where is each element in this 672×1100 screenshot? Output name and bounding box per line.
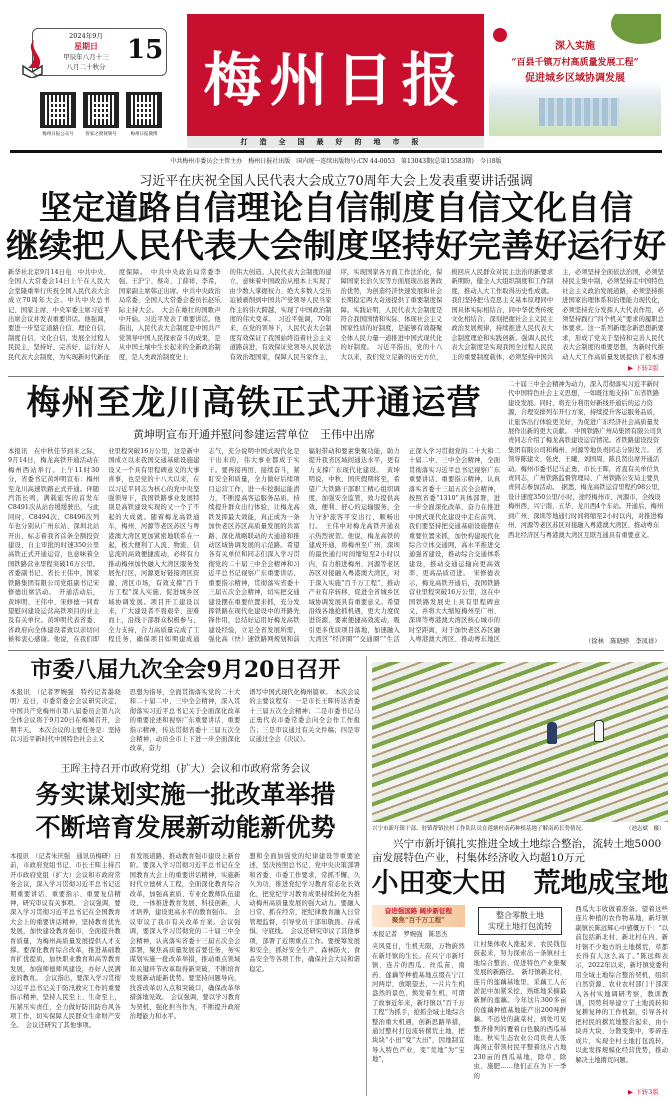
feature-body — [372, 905, 668, 1085]
banner-line-1: 奋进强国路 阔步新征程 — [384, 907, 452, 915]
day-number: 15 — [127, 35, 164, 65]
feature-subheading — [478, 907, 563, 935]
feature-headline[interactable]: 小田变大田 荒地成宝地 — [371, 868, 669, 899]
continued-label: 下转3版 — [635, 1088, 659, 1096]
govt-column: 本报讯 （记者朱庆强 通讯员梅研）日前，市政府党组书记、市长王晖主持召开市政府党组（扩大）会议和市政府常务会议，深入学习贯彻习近平总书记近期重要讲话、重要指示、重要复信精神，研究审议有关事项。 会议强调，要深入学习贯彻习近平总书记在全国教育大会上的重要讲话精神，坚持教育优先发展，加快建设教育强市，全面提升教育质量，为梅州高质量发展提供人才支撑。要深化教育综合改革，推进基础教育扩优提质，加快职业教育和高等教育发展，加强师德师风建设，办好人民满意的教育。 会议指出，要深入学习贯彻习近平总书记关于防汛救灾工作的重要指示精神，坚持人民至上、生命至上，压紧压实责任，全力做好防汛防台风各项工作，切实保障人民群众生命财产安全。 会议还研究了其他事项。 — [10, 853, 121, 1030]
feature-column: 让村集体收入涨起来、农民钱包鼓起来，努力探索出一条镇村土地综合整治、促进特色产业集聚发展的新路径。 新圩镇新北村，连片的莲藕基地里，采藕工人在淤泥中加紧采挖，熟练地采摘最新鲜的莲藕。今年这片300多亩的莲藕种植基地能产出200吨鲜藕。不远处的蔬菜村，到处可见整齐排列的覆着白色膜的西瓜基地。秋实生态农业公司负责人张海剑正带领村民平整着这片占地230亩的西瓜基地，除草、除虫、施肥……他们正在为下一季的 — [473, 941, 567, 1080]
feature-column: 夹风夏日，生机无限，万物蔚然在新圩镇的生长。在兴宁市新圩镇，连片的西瓜、丝瓜苗、南药、莲藕等种植基地点缀在宁江河两岸，放眼望去，一片片生机盎然的景色，焕发着生机，可谓了故事近年来，新圩镇以“百千万工程”为抓手，抢抓全域土地综合整治重大机遇，创新思路举措，通过整村打包流转撂荒土地，把块块“小田”变“大田”，因地制宜导入特色产业，变“荒地”为“宝地”， — [372, 943, 465, 1064]
lead-column: 度保障。 中共中央政治局常委李强、王沪宁、蔡奇、丁薛祥、李希，国家副主席韩正出席。中共中央政治局常委、全国人大常委会委员长赵乐际主持大会。 大会在雄壮的国歌声中开始。习近平发表了重要讲话。他指出，人民代表大会制度是中国共产党领导中国人民探索奋斗的成果，是从中国土壤中生长起来的全新政治制度，是人类政治制度史上 — [118, 269, 221, 361]
plenum-column: 谱写中国式现代化梅州篇章。 本次会议的主要议程有：一是市长王晖传达省委十三届五次全会精神；二是市委书记马正勇代表市委常委会向全会作工作报告；三是审议通过有关文件稿；四是审议通过全会《决议》。 — [249, 689, 361, 744]
feature-byline: 本报记者 罗婉强 陈思杰 — [372, 931, 448, 938]
railway-subhead: 黄坤明宣布开通并慰问参建运营单位 王伟中出席 — [133, 428, 375, 441]
railway-column: 辐射带动和要素集聚功能，助力提升我省区域间通达水平，更有力支撑广东现代化建设。 黄坤明说，中秋、国庆假期将至，希望广大铁路干部职工精心组织调度，加强安全监管，致力提供高效、便利、舒心的运输服务，全力守护旅客平安出行、顺畅出行。 王伟中对梅龙高铁开通表示热烈祝贺。他说，梅龙高铁的建成开通，将梅州至广州、深圳的最快通行时间缩短至2小时以内，有力推进梅州、河源等老区苏区对接融入粤港澳大湾区，对于深入实施“百千万工程”、推动产业有序转移、促进全省城乡区域协调发展具有重要意义。希望沿线各地抢抓机遇，更大力度促进资源、要素便捷高效流动，吸引更多优质项目落地，加速融入大湾区“经济圈”“交通圈”“生活 — [308, 448, 400, 644]
railway-body — [8, 447, 500, 645]
qr-label-3: 梅州日报微博 — [130, 132, 158, 137]
lead-kicker: 习近平在庆祝全国人民代表大会成立70周年大会上发表重要讲话强调 — [139, 174, 533, 189]
lead-body — [8, 268, 664, 362]
plenum-column: 思想为指导，全面贯彻落实党的二十大和二十届二中、三中全会精神，深入贯彻落实习近平总书记关于全面深化改革的重要论述和视察广东重要讲话、重要指示精神，传达贯彻省委十三届五次全会精神，动员全市上下进一步全面深化改革，奋力 — [129, 689, 241, 753]
lead-headline-1[interactable]: 坚定道路自信理论自信制度自信文化自信 — [39, 188, 633, 227]
photo-caption: 兴宁市新圩镇干部、驻镇帮镇扶村工作队队员在莲塘村南药种植基地了解南药长势情况。 — [372, 826, 587, 832]
year-month: 2024年9月 — [69, 32, 103, 40]
subheading-line-1: 整合零散土地 — [496, 911, 544, 920]
railway-column: 正深入学习贯彻党的二十大和二十届二中、三中全会精神，全面贯彻落实习近平总书记视察广东重要讲话、重要指示精神，认真落实省委十三届五次全会精神，按照省委“1310”具体部署，进一步全面深化改革，奋力在推进中国式现代化建设中走在前列。我们要坚持把交通基础设施摆在重要位置来抓，加快构建现代化综合立体交通网，高水平推进交通强省建设，推动综合交通体系建设，推动交通运输向更高效率、更高品质迈进。 宋修德表示，梅龙高铁开通后，我国铁路营业里程突破16万公里，这在中国铁路发展史上具有里程碑意义，并将大大缩短梅州至广州、深圳等粤港澳大湾区核心城市的时空距离，对于加快老区苏区融入粤港澳大湾区、推动粤东地区 — [408, 448, 501, 644]
newspaper-logo-icon — [20, 38, 46, 78]
railway-column: 业里程突破16万公里，这是新中国成立以来我国交通基础设施建设又一个具有里程碑意义的大事喜事，也是党的十八大以来，在以习近平同志为核心的党中央坚强领导下，我国铁路事业发展特别是高铁建设实现的又一个了不起的大成就。随着梅龙高铁通车，梅州、河源等老区苏区与粤港澳大湾区更加紧密地联系在一起，极大便利了人流、物流、信息流的高效便捷流动，必将有力推动梅州加快融入大湾区服务发展先行区，河源更好链接湾区资源、湾区市场，有效支撑“百千万工程”深入实施、促进城乡区域协调发展。项目开工建设以来，广大建设者不畏艰辛、迎难而上，沿线干部群众积极参与、全力支持，合力高质量完成了工程任务，确保项目如期建成通 — [108, 448, 200, 644]
column-divider — [366, 656, 367, 1096]
qr-code-3[interactable] — [126, 92, 162, 128]
subheading-line-2: 实现土地打包流转 — [488, 922, 552, 931]
lead-column: 的伟大创造。人民代表大会制度的建立，意味着中国政治从根本上实现了由少数人掌握权力、绝大多数人受压迫被剥削到中国共产党领导人民当家作主的伟大跨越，实现了中国政治制度的伟大变革。 习近平强调，70年来，在党的领导下，人民代表大会制度有效保证了我国始终沿着社会主义道路前进，有效保证党领导人民依法有效治理国家，保障人民当家作主， — [229, 269, 332, 361]
ad-line-3: 促进城乡区域协调发展 — [525, 73, 625, 84]
lead-column: 主，必须坚持全面依法治国，必须坚持民主集中制，必须坚持走中国特色社会主义政治发展道路，必须坚持推进国家治理体系和治理能力现代化，必须坚持充分发挥人大代表作用，必须坚持践行“四个机关”要求的履职总体要求。这一系列新理念新思想新要求，形成了党关于坚持和完善人民代表大会制度的重要思想，为新时代推动人大工作高质量发展提供了根本遵 — [562, 269, 664, 361]
govt-headline-2[interactable]: 不断培育发展新动能新优势 — [35, 813, 336, 842]
date-box — [32, 28, 167, 76]
banner-line-2: 聚焦“百千万工程” — [391, 916, 445, 924]
govt-column: 想和全面加强党的纪律建设等重要论述，坚决按照总书记、党中央决策部署和省委、市委工作要求，常抓不懈、久久为功，推进党纪学习教育常态化长效化，把党纪学习教育成果持续转化为推动梅州高质量发展的强大动力。要融入日常、抓在经常，把纪律教育融入日常管理监督，引导党员干部知敬畏、存戒惧、守底线。 会议还研究审议了其他事项，部署了近期重点工作。要统筹发展和安全，抓好安全生产、森林防火、食品安全等各项工作，确保社会大局和谐稳定。 — [249, 853, 361, 973]
photo-credit: （池志斌 摄） — [626, 826, 665, 832]
govt-kicker: 王晖主持召开市政府党组（扩大）会议和市政府常务会议 — [60, 764, 311, 775]
city-skyline — [539, 98, 619, 126]
masthead-title: 梅州日报 — [187, 14, 484, 136]
photo-person — [594, 720, 604, 742]
plenum-headline[interactable]: 市委八届九次全会9月20日召开 — [30, 657, 341, 683]
lead-column: 序，实现国家各方面工作法治化，保障国家长治久安等方面展现出显著政治优势，为创造经济快速发展和社会长期稳定两大奇迹提供了重要制度保障。实践证明，人民代表大会制度是符合我国国情和实际、体现社会主义国家性质的好制度，是能够有效凝聚全体人民力量一道推进中国式现代化的好制度。 习近平指出，党的十八大以来，我们党立足新的历史方位， — [340, 269, 443, 361]
qr-label-1: 梅州日报公众号 — [42, 132, 74, 137]
qr-code-1[interactable] — [40, 92, 76, 128]
plenum-body — [10, 688, 360, 758]
campaign-banner — [372, 905, 465, 927]
ad-line-1: 深入实施 — [555, 41, 595, 52]
divider — [8, 650, 664, 651]
masthead-rule — [10, 150, 662, 153]
qr-label-2: 客家之窗视频号 — [85, 132, 117, 137]
govt-column: 育发展道路，推动教育强市建设上新台阶。要深入学习贯彻习近平总书记在全国教育大会上的重要讲话精神，实施新时代立德树人工程，全面深化教育综合改革，加强高素质、专业化教师队伍建设，一体推进教育发展、科技创新、人才培养，建设更高水平的教育强市。 会议审议了我市有关改革方案。会议强调，要深入学习贯彻党的二十届三中全会精神，认真落实省委十三届五次全会部署，聚焦高质量发展首要任务，务实谋划实施一批改革举措，推动重点领域和关键环节改革取得新突破，不断培育发展新动能新优势。要坚持问题导向，找准改革切入点和突破口，确保改革举措落地见效。 会议强调，要以学习教育为契机，强化担当作为，不断提升政府治理能力和水平。 — [129, 853, 241, 1020]
railway-column: 本报讯 在中秋佳节到来之际，9月14日，梅龙高铁开通活动在梅州西站举行。上午11时30分，省委书记黄坤明宣布：梅州至龙川高速铁路正式开通。伴随汽笛长鸣，满载旅客的首发车C8491次从站台缓缓驶出，与此同时，C8494次、C8496次列车也分别从广州东站、深圳北站开出，标志着我省首条全额投资建设、自主审批的时速350公里高铁正式开通运营，也意味着全国铁路营业里程突破16万公里。省委副书记、省长王伟中，国家铁路集团有限公司党组副书记宋修德出席活动。 开通活动后，黄坤明、王伟中、宋修德一同看望慰问建设运营高铁项目的业主及有关单位。黄坤明代表省委、省政府向全体建设者致以亲切问候和衷心感谢。他说，在我们即 — [8, 448, 100, 644]
field-photo[interactable] — [372, 662, 668, 822]
railway-column: 志气，充分说明中国式现代化是干出来的，伟大事业都成于实干。要再接再厉、接续奋斗，紧盯安全和质量，全力做好后续项目运营工作，进一步挖掘运能潜力，不断提高客运服务品质，持续提升群众出行体验，让梅龙高铁发挥最大效能，真正成为一条加快老区苏区高质量发展的共富路、深化战略联动的大通道和推动区域协调发展的示范路。希望各有关单位和同志们深入学习贯彻党的二十届三中全会精神和习近平总书记视察广东重要讲话、重要指示精神，贯彻落实省委十三届五次全会精神，切实把交通建设摆在重要位置来抓，充分发挥铁路在现代化建设中的开路先锋作用，总结好运用好梅龙高铁建设经验，立足全省发展所需，强化高（快）速铁路网规划和前 — [208, 448, 300, 644]
lead-column: 新华社北京9月14日电 中共中央、全国人大常委会14日上午在人民大会堂隆重举行庆祝全国人民代表大会成立70周年大会。中共中央总书记、国家主席、中央军委主席习近平出席会议并发表重要讲话。他强调，要进一步坚定道路自信、理论自信、制度自信、文化自信，发展全过程人民民主，坚持好、完善好、运行好人民代表大会制度，为实现新时代新征 — [8, 269, 110, 361]
feature-continued-link[interactable]: ▶ 下转3版 — [628, 1088, 659, 1096]
publication-credits: 中共梅州市委员会主管主办 梅州日报社出版 国内统一连续出版物号:CN 44-0053 第13043期(总第15583期) 今日8版 — [170, 158, 502, 165]
feature-lede: 兴宁市新圩镇扎实推进全域土地综合整治，流转土地5000亩发展特色产业，村集体经济收入均超10万元 — [372, 838, 662, 864]
ad-line-2: “百县千镇万村高质量发展工程” — [511, 58, 639, 68]
railway-headline[interactable]: 梅州至龙川高铁正式开通运营 — [26, 383, 482, 423]
railway-side-column: 二十届三中全会精神为动力，深入贯彻落实习近平新时代中国特色社会主义思想，一如既往地支持广东省铁路建设发展。同时，将充分利用好新线开通后的运力资源，合理安排列车开行方案，持续提升客运服务品质，让旅客出行体验更美好，为促进广东经济社会高质量发展作出新的更大贡献。 中国铁路广州局集团有限公司负责同志介绍了梅龙高铁建设运营情况。省铁路建设投资集团有限公司和梅州、河源等地负责同志分别发言。 省领导陈建文、张虎、王曦、刘国周、陈良贤出席开通活动。梅州市委书记马正勇、市长王晖，省直有关单位负责同志，广州铁路监督管理局、广州铁路公安局主要负责同志参加活动。 据悉，梅龙高铁运营里程约98公里，设计速度350公里/小时，途经梅州市、河源市，全线设梅州西、兴宁南、五华、龙川西4个车站。开通后，梅州到广州、深圳等地通行时间将缩至2小时以内，对推进梅州、河源等老区苏区对接融入粤港澳大湾区、推动粤东西北经济区与粤港澳大湾区互联互通具有重要意义。 — [508, 381, 664, 539]
govt-body — [10, 852, 360, 1096]
lead-headline-2[interactable]: 继续把人民代表大会制度坚持好完善好运行好 — [6, 226, 666, 265]
lunar-date: 甲辰年八月十三 — [63, 53, 109, 61]
lead-continued-link[interactable]: ▶ 下转2版 — [628, 364, 659, 372]
lead-column: 极回应人民群众对民主法治的新要求新期盼，健全人大组织制度和工作制度，推动人大工作取得历史性成就。我们坚持把马克思主义基本原理同中国具体实际相结合、同中华优秀传统文化相结合，深刻把握社会主义民主政治发展规律，持续推进人民代表大会制度理论和实践创新。强调人民代表大会制度是实现我国全过程人民民主的重要制度载体，必须坚持中国共 — [451, 269, 554, 361]
weekday: 星期日 — [74, 41, 98, 51]
divider — [8, 376, 664, 377]
solar-term: 八月二十秋分 — [66, 63, 106, 71]
govt-headline-1[interactable]: 务实谋划实施一批改革举措 — [35, 780, 336, 809]
railway-byline: （徐林 陈晓婷 李凤祥） — [585, 638, 661, 645]
qr-code-2[interactable] — [83, 92, 119, 128]
photo-person — [547, 722, 557, 744]
plenum-column: 本报讯 （记者罗婉强 特约记者墨晓明）近日，市委常委会会议研究决定，中国共产党梅州市第八届委员会第九次全体会议将于9月20日在梅城召开，会期半天。 本次会议的主要任务是：坚持以习近平新时代中国特色社会主义 — [10, 689, 121, 744]
masthead-slogan: 打造全国最好的地市报 — [187, 136, 484, 148]
continued-label: 下转2版 — [635, 364, 659, 372]
campaign-ad[interactable] — [489, 14, 661, 136]
feature-column: 西瓜大丰收做着准备。望着这些连片种植的农作物基地，新圩镇副镇长陈远辉心中感慨万千：“以前包括新北村、新北村在内，新圩镇不少地方的土地撂荒，草都长得有人这么高了。”陈远辉表示，2022年以来，新圩镇党委利用全域土地综合整治契机，组织自然资源、农业农村部门干部深入各村实地调研考察，教训教训，因势利导建立了土地流转和复耕复种的工作机制，引导各村把村民的撂荒地整合起来，由小块并大块、分散变集中，零碎连成片，实现全村土地打包流转，以此发挥规模化经营优势，推动解决土地撂荒问题。 — [575, 906, 669, 1064]
